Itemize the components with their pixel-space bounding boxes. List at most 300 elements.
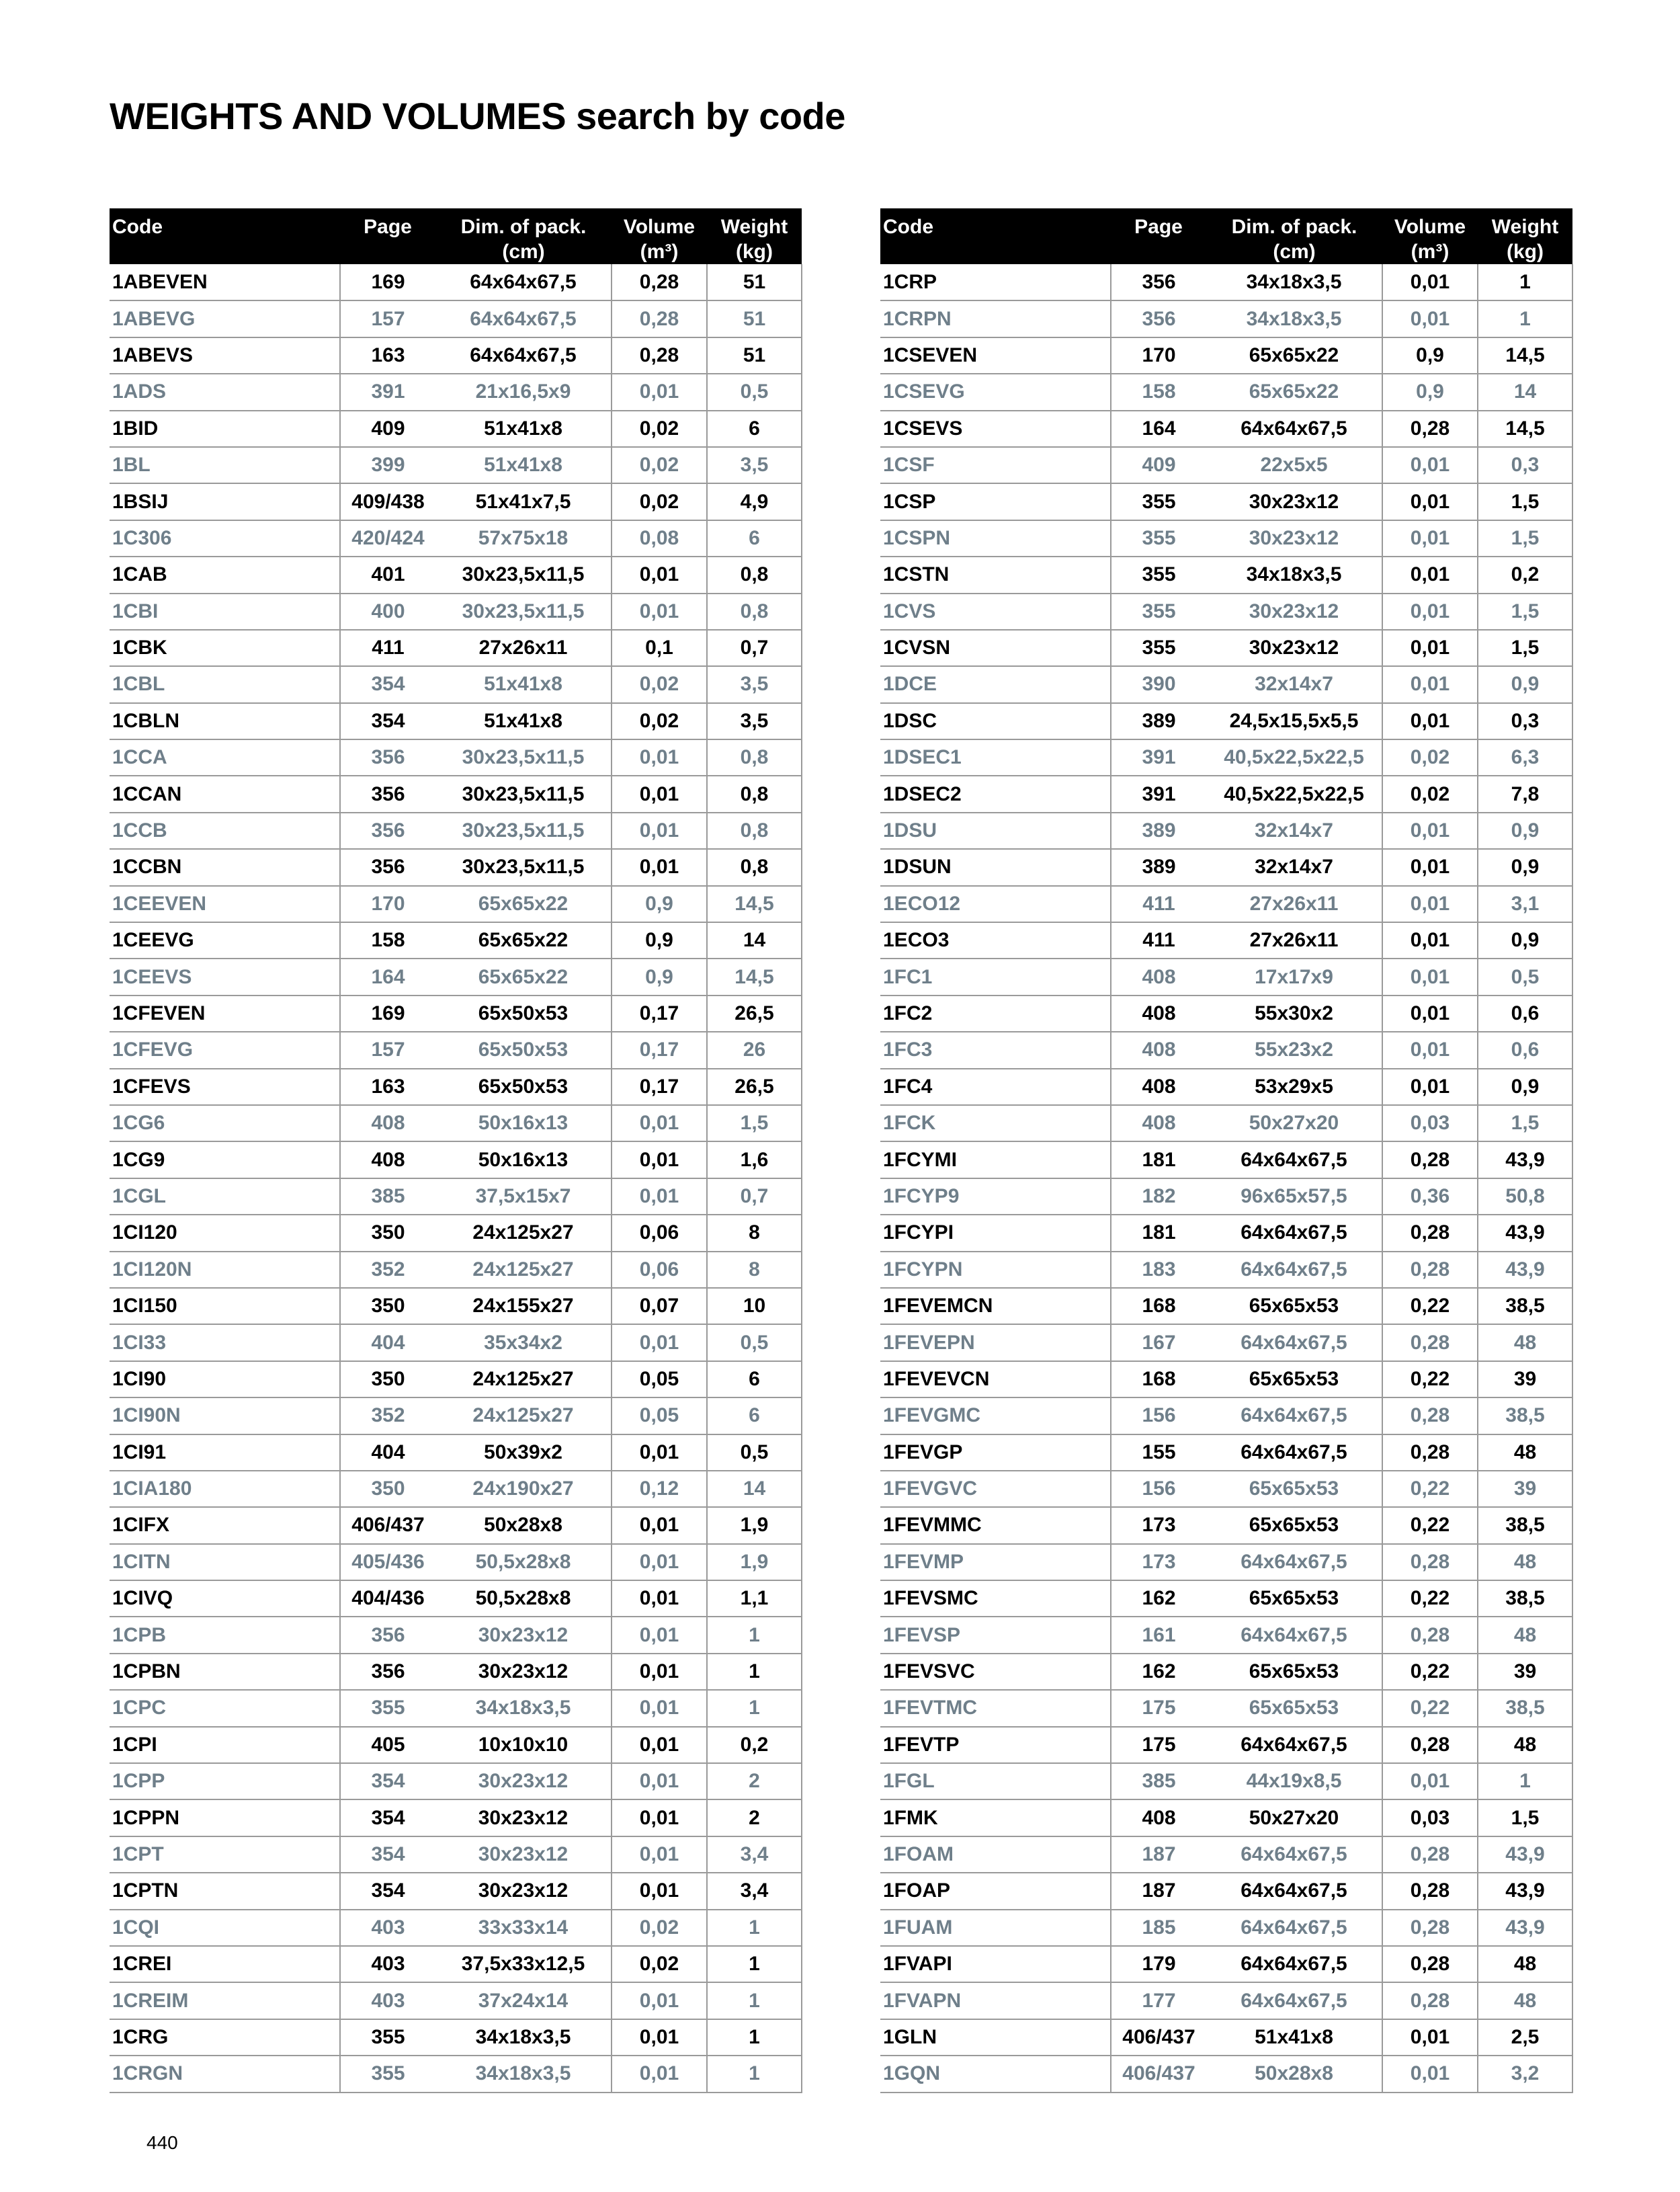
dim-cell: 55x30x2 xyxy=(1206,996,1382,1032)
volume-cell: 0,28 xyxy=(1382,1434,1478,1471)
weight-cell: 1,9 xyxy=(707,1544,802,1580)
table-row xyxy=(110,959,802,995)
code-cell: 1CCB xyxy=(110,813,340,849)
weight-cell: 39 xyxy=(1478,1471,1572,1507)
page-cell: 400 xyxy=(340,594,435,630)
page-cell: 403 xyxy=(340,1982,435,2019)
weight-cell: 14 xyxy=(707,922,802,959)
dim-cell: 96x65x57,5 xyxy=(1206,1178,1382,1215)
table-row xyxy=(880,1580,1572,1617)
weight-cell: 50,8 xyxy=(1478,1178,1572,1215)
code-cell: 1FCK xyxy=(880,1105,1111,1141)
table-row xyxy=(880,1471,1572,1507)
weight-cell: 8 xyxy=(707,1252,802,1288)
dim-cell: 50x27x20 xyxy=(1206,1105,1382,1141)
volume-cell: 0,01 xyxy=(1382,2019,1478,2056)
volume-cell: 0,01 xyxy=(1382,703,1478,739)
page-cell: 161 xyxy=(1111,1617,1206,1653)
volume-cell: 0,01 xyxy=(1382,630,1478,666)
table-row xyxy=(880,1252,1572,1288)
weight-cell: 0,2 xyxy=(707,1727,802,1763)
volume-cell: 0,28 xyxy=(1382,1836,1478,1873)
table-row xyxy=(110,1215,802,1251)
volume-cell: 0,06 xyxy=(612,1215,707,1251)
table-row xyxy=(110,2056,802,2092)
table-row xyxy=(110,1507,802,1543)
page-cell: 158 xyxy=(340,922,435,959)
code-cell: 1BID xyxy=(110,411,340,447)
page-cell: 169 xyxy=(340,264,435,300)
code-cell: 1FEVMP xyxy=(880,1544,1111,1580)
page-cell: 391 xyxy=(340,374,435,410)
column-header-weight: Weight (kg) xyxy=(707,208,802,264)
dim-cell: 30x23x12 xyxy=(1206,594,1382,630)
page-cell: 408 xyxy=(1111,1069,1206,1105)
page-cell: 173 xyxy=(1111,1507,1206,1543)
code-cell: 1FC1 xyxy=(880,959,1111,995)
page-cell: 355 xyxy=(1111,520,1206,557)
page-cell: 356 xyxy=(340,1617,435,1653)
page-cell: 389 xyxy=(1111,703,1206,739)
table-row xyxy=(110,374,802,410)
weight-cell: 0,5 xyxy=(1478,959,1572,995)
volume-cell: 0,08 xyxy=(612,520,707,557)
dim-cell: 30x23,5x11,5 xyxy=(435,739,612,776)
dim-cell: 30x23,5x11,5 xyxy=(435,594,612,630)
page-cell: 354 xyxy=(340,1873,435,1909)
volume-cell: 0,03 xyxy=(1382,1105,1478,1141)
page-cell: 156 xyxy=(1111,1397,1206,1434)
page-cell: 354 xyxy=(340,1799,435,1836)
dim-cell: 34x18x3,5 xyxy=(1206,264,1382,300)
weight-cell: 51 xyxy=(707,300,802,337)
volume-cell: 0,01 xyxy=(612,1799,707,1836)
weight-cell: 14 xyxy=(1478,374,1572,410)
code-cell: 1CIA180 xyxy=(110,1471,340,1507)
weight-cell: 0,6 xyxy=(1478,1032,1572,1068)
weight-cell: 7,8 xyxy=(1478,776,1572,812)
code-cell: 1DSEC2 xyxy=(880,776,1111,812)
code-cell: 1FEVGMC xyxy=(880,1397,1111,1434)
code-cell: 1CSF xyxy=(880,447,1111,483)
page-cell: 354 xyxy=(340,703,435,739)
dim-cell: 50x16x13 xyxy=(435,1105,612,1141)
page-cell: 411 xyxy=(340,630,435,666)
table-row xyxy=(110,557,802,593)
dim-cell: 30x23x12 xyxy=(1206,520,1382,557)
weight-cell: 1 xyxy=(707,2056,802,2092)
table-row xyxy=(880,1215,1572,1251)
table-row xyxy=(110,2019,802,2056)
dim-cell: 53x29x5 xyxy=(1206,1069,1382,1105)
page-cell: 406/437 xyxy=(1111,2056,1206,2092)
dim-cell: 35x34x2 xyxy=(435,1324,612,1361)
volume-cell: 0,22 xyxy=(1382,1580,1478,1617)
weight-cell: 1,5 xyxy=(1478,1799,1572,1836)
volume-cell: 0,9 xyxy=(612,959,707,995)
volume-cell: 0,02 xyxy=(1382,776,1478,812)
volume-cell: 0,28 xyxy=(1382,1324,1478,1361)
table-row xyxy=(880,1324,1572,1361)
table-row xyxy=(880,1910,1572,1946)
dim-cell: 50x28x8 xyxy=(435,1507,612,1543)
code-cell: 1CSTN xyxy=(880,557,1111,593)
code-cell: 1FEVEVCN xyxy=(880,1361,1111,1397)
dim-cell: 37x24x14 xyxy=(435,1982,612,2019)
table-row xyxy=(110,1032,802,1068)
dim-cell: 44x19x8,5 xyxy=(1206,1763,1382,1799)
code-cell: 1CSEVG xyxy=(880,374,1111,410)
dim-cell: 64x64x67,5 xyxy=(1206,411,1382,447)
weight-cell: 43,9 xyxy=(1478,1141,1572,1178)
code-cell: 1CSP xyxy=(880,483,1111,520)
code-cell: 1FC2 xyxy=(880,996,1111,1032)
table-row xyxy=(880,739,1572,776)
code-cell: 1FEVSMC xyxy=(880,1580,1111,1617)
page-cell: 403 xyxy=(340,1946,435,1982)
weight-cell: 38,5 xyxy=(1478,1580,1572,1617)
dim-cell: 51x41x8 xyxy=(435,703,612,739)
table-row xyxy=(110,264,802,300)
dim-cell: 24x125x27 xyxy=(435,1361,612,1397)
weight-cell: 2,5 xyxy=(1478,2019,1572,2056)
weights-table-right xyxy=(880,208,1573,2093)
volume-cell: 0,12 xyxy=(612,1471,707,1507)
dim-cell: 30x23,5x11,5 xyxy=(435,776,612,812)
code-cell: 1CEEVG xyxy=(110,922,340,959)
volume-cell: 0,28 xyxy=(1382,1252,1478,1288)
table-row xyxy=(880,1178,1572,1215)
code-cell: 1CBI xyxy=(110,594,340,630)
page-cell: 408 xyxy=(1111,996,1206,1032)
table-row xyxy=(880,1799,1572,1836)
table-row xyxy=(880,1946,1572,1982)
code-cell: 1CREIM xyxy=(110,1982,340,2019)
table-body-left xyxy=(110,264,802,2093)
page-cell: 182 xyxy=(1111,1178,1206,1215)
dim-cell: 64x64x67,5 xyxy=(1206,1544,1382,1580)
table-row xyxy=(880,2056,1572,2092)
dim-cell: 50x39x2 xyxy=(435,1434,612,1471)
volume-cell: 0,01 xyxy=(612,1544,707,1580)
page-cell: 399 xyxy=(340,447,435,483)
weight-cell: 8 xyxy=(707,1215,802,1251)
dim-cell: 64x64x67,5 xyxy=(1206,1397,1382,1434)
weight-cell: 1,5 xyxy=(1478,520,1572,557)
dim-cell: 64x64x67,5 xyxy=(1206,1141,1382,1178)
weight-cell: 1 xyxy=(707,1982,802,2019)
page-cell: 175 xyxy=(1111,1690,1206,1726)
dim-cell: 65x65x22 xyxy=(435,886,612,922)
table-row xyxy=(110,1397,802,1434)
dim-cell: 64x64x67,5 xyxy=(1206,1982,1382,2019)
dim-cell: 30x23x12 xyxy=(435,1654,612,1690)
volume-cell: 0,02 xyxy=(612,447,707,483)
column-header-volume: Volume (m³) xyxy=(612,208,707,264)
code-cell: 1FMK xyxy=(880,1799,1111,1836)
code-cell: 1CRPN xyxy=(880,300,1111,337)
code-cell: 1C306 xyxy=(110,520,340,557)
weight-cell: 1 xyxy=(1478,264,1572,300)
code-cell: 1CVS xyxy=(880,594,1111,630)
table-row xyxy=(110,849,802,885)
page-cell: 355 xyxy=(340,1690,435,1726)
page-cell: 350 xyxy=(340,1471,435,1507)
code-cell: 1CPTN xyxy=(110,1873,340,1909)
table-row xyxy=(110,1982,802,2019)
table-row xyxy=(880,1654,1572,1690)
page-cell: 408 xyxy=(1111,959,1206,995)
table-row xyxy=(880,1982,1572,2019)
volume-cell: 0,28 xyxy=(1382,1544,1478,1580)
volume-cell: 0,01 xyxy=(1382,922,1478,959)
table-row xyxy=(880,1544,1572,1580)
table-row xyxy=(110,1361,802,1397)
code-cell: 1DSEC1 xyxy=(880,739,1111,776)
page-cell: 409/438 xyxy=(340,483,435,520)
page-cell: 408 xyxy=(340,1141,435,1178)
code-cell: 1CBLN xyxy=(110,703,340,739)
code-cell: 1DSUN xyxy=(880,849,1111,885)
volume-cell: 0,28 xyxy=(1382,1873,1478,1909)
weight-cell: 0,7 xyxy=(707,630,802,666)
dim-cell: 24x125x27 xyxy=(435,1215,612,1251)
volume-cell: 0,01 xyxy=(612,1982,707,2019)
page-cell: 175 xyxy=(1111,1727,1206,1763)
volume-cell: 0,01 xyxy=(612,1617,707,1653)
weight-cell: 1 xyxy=(707,1617,802,1653)
table-row xyxy=(110,1105,802,1141)
table-row xyxy=(880,776,1572,812)
dim-cell: 37,5x33x12,5 xyxy=(435,1946,612,1982)
dim-cell: 37,5x15x7 xyxy=(435,1178,612,1215)
volume-cell: 0,22 xyxy=(1382,1690,1478,1726)
dim-cell: 50x27x20 xyxy=(1206,1799,1382,1836)
weight-cell: 1,5 xyxy=(1478,483,1572,520)
table-row xyxy=(880,1032,1572,1068)
page-cell: 356 xyxy=(340,739,435,776)
volume-cell: 0,01 xyxy=(1382,1069,1478,1105)
page-cell: 167 xyxy=(1111,1324,1206,1361)
code-cell: 1ABEVS xyxy=(110,337,340,374)
code-cell: 1FGL xyxy=(880,1763,1111,1799)
weight-cell: 48 xyxy=(1478,1544,1572,1580)
code-cell: 1BL xyxy=(110,447,340,483)
code-cell: 1FVAPI xyxy=(880,1946,1111,1982)
dim-cell: 24x125x27 xyxy=(435,1252,612,1288)
page-cell: 350 xyxy=(340,1215,435,1251)
weight-cell: 0,9 xyxy=(1478,813,1572,849)
table-row xyxy=(110,1580,802,1617)
dim-cell: 64x64x67,5 xyxy=(1206,1836,1382,1873)
code-cell: 1CSEVEN xyxy=(880,337,1111,374)
weight-cell: 48 xyxy=(1478,1727,1572,1763)
dim-cell: 10x10x10 xyxy=(435,1727,612,1763)
volume-cell: 0,01 xyxy=(612,1434,707,1471)
code-cell: 1CRGN xyxy=(110,2056,340,2092)
code-cell: 1DSC xyxy=(880,703,1111,739)
volume-cell: 0,01 xyxy=(612,374,707,410)
code-cell: 1BSIJ xyxy=(110,483,340,520)
page-cell: 401 xyxy=(340,557,435,593)
dim-cell: 30x23x12 xyxy=(1206,630,1382,666)
volume-cell: 0,01 xyxy=(1382,1763,1478,1799)
table-row xyxy=(880,264,1572,300)
dim-cell: 40,5x22,5x22,5 xyxy=(1206,739,1382,776)
code-cell: 1CCA xyxy=(110,739,340,776)
volume-cell: 0,02 xyxy=(612,411,707,447)
code-cell: 1FEVGP xyxy=(880,1434,1111,1471)
dim-cell: 40,5x22,5x22,5 xyxy=(1206,776,1382,812)
page-cell: 408 xyxy=(1111,1032,1206,1068)
dim-cell: 33x33x14 xyxy=(435,1910,612,1946)
weight-cell: 38,5 xyxy=(1478,1507,1572,1543)
dim-cell: 51x41x8 xyxy=(435,411,612,447)
weight-cell: 3,4 xyxy=(707,1873,802,1909)
weight-cell: 6 xyxy=(707,1397,802,1434)
weight-cell: 0,5 xyxy=(707,1324,802,1361)
table-row xyxy=(880,849,1572,885)
table-row xyxy=(110,300,802,337)
code-cell: 1CPC xyxy=(110,1690,340,1726)
volume-cell: 0,01 xyxy=(612,1654,707,1690)
weight-cell: 0,9 xyxy=(1478,922,1572,959)
weight-cell: 38,5 xyxy=(1478,1397,1572,1434)
code-cell: 1FCYMI xyxy=(880,1141,1111,1178)
table-row xyxy=(880,447,1572,483)
page-cell: 158 xyxy=(1111,374,1206,410)
code-cell: 1CIFX xyxy=(110,1507,340,1543)
page-cell: 155 xyxy=(1111,1434,1206,1471)
weight-cell: 43,9 xyxy=(1478,1836,1572,1873)
code-cell: 1FCYPI xyxy=(880,1215,1111,1251)
volume-cell: 0,01 xyxy=(612,2019,707,2056)
volume-cell: 0,17 xyxy=(612,996,707,1032)
table-row xyxy=(110,520,802,557)
page-cell: 355 xyxy=(340,2019,435,2056)
page-cell: 350 xyxy=(340,1361,435,1397)
table-row xyxy=(110,1069,802,1105)
volume-cell: 0,02 xyxy=(612,483,707,520)
table-row xyxy=(880,813,1572,849)
table-row xyxy=(880,411,1572,447)
code-cell: 1FEVEMCN xyxy=(880,1288,1111,1324)
page-cell: 409 xyxy=(340,411,435,447)
weight-cell: 0,3 xyxy=(1478,703,1572,739)
volume-cell: 0,01 xyxy=(612,849,707,885)
dim-cell: 27x26x11 xyxy=(435,630,612,666)
weight-cell: 6 xyxy=(707,520,802,557)
dim-cell: 64x64x67,5 xyxy=(1206,1617,1382,1653)
code-cell: 1CCAN xyxy=(110,776,340,812)
code-cell: 1ECO3 xyxy=(880,922,1111,959)
weight-cell: 0,8 xyxy=(707,594,802,630)
weight-cell: 39 xyxy=(1478,1654,1572,1690)
weight-cell: 26,5 xyxy=(707,996,802,1032)
volume-cell: 0,01 xyxy=(1382,594,1478,630)
table-row xyxy=(880,1873,1572,1909)
page-cell: 411 xyxy=(1111,922,1206,959)
table-row xyxy=(880,1727,1572,1763)
dim-cell: 32x14x7 xyxy=(1206,849,1382,885)
code-cell: 1DCE xyxy=(880,666,1111,702)
weight-cell: 1 xyxy=(707,2019,802,2056)
code-cell: 1CPPN xyxy=(110,1799,340,1836)
weight-cell: 3,1 xyxy=(1478,886,1572,922)
weight-cell: 1 xyxy=(707,1690,802,1726)
volume-cell: 0,01 xyxy=(1382,886,1478,922)
volume-cell: 0,22 xyxy=(1382,1507,1478,1543)
code-cell: 1CFEVEN xyxy=(110,996,340,1032)
code-cell: 1CSPN xyxy=(880,520,1111,557)
table-row xyxy=(880,630,1572,666)
volume-cell: 0,9 xyxy=(1382,374,1478,410)
dim-cell: 34x18x3,5 xyxy=(1206,557,1382,593)
weight-cell: 0,5 xyxy=(707,374,802,410)
table-row xyxy=(880,337,1572,374)
weight-cell: 0,8 xyxy=(707,776,802,812)
dim-cell: 24,5x15,5x5,5 xyxy=(1206,703,1382,739)
table-row xyxy=(880,1141,1572,1178)
volume-cell: 0,22 xyxy=(1382,1471,1478,1507)
volume-cell: 0,01 xyxy=(612,739,707,776)
dim-cell: 34x18x3,5 xyxy=(435,2019,612,2056)
page-cell: 162 xyxy=(1111,1580,1206,1617)
code-cell: 1FOAP xyxy=(880,1873,1111,1909)
weight-cell: 6 xyxy=(707,411,802,447)
code-cell: 1CQI xyxy=(110,1910,340,1946)
table-row xyxy=(110,1763,802,1799)
table-row xyxy=(880,300,1572,337)
volume-cell: 0,01 xyxy=(612,557,707,593)
dim-cell: 55x23x2 xyxy=(1206,1032,1382,1068)
volume-cell: 0,01 xyxy=(1382,2056,1478,2092)
dim-cell: 32x14x7 xyxy=(1206,666,1382,702)
dim-cell: 50,5x28x8 xyxy=(435,1544,612,1580)
weight-cell: 14,5 xyxy=(707,886,802,922)
page-cell: 168 xyxy=(1111,1288,1206,1324)
dim-cell: 21x16,5x9 xyxy=(435,374,612,410)
weight-cell: 48 xyxy=(1478,1946,1572,1982)
weight-cell: 43,9 xyxy=(1478,1252,1572,1288)
dim-cell: 64x64x67,5 xyxy=(435,264,612,300)
code-cell: 1CCBN xyxy=(110,849,340,885)
code-cell: 1CEEVEN xyxy=(110,886,340,922)
volume-cell: 0,28 xyxy=(1382,1141,1478,1178)
code-cell: 1CI33 xyxy=(110,1324,340,1361)
dim-cell: 27x26x11 xyxy=(1206,886,1382,922)
weight-cell: 0,2 xyxy=(1478,557,1572,593)
code-cell: 1FEVGVC xyxy=(880,1471,1111,1507)
page-cell: 157 xyxy=(340,1032,435,1068)
volume-cell: 0,28 xyxy=(612,264,707,300)
volume-cell: 0,01 xyxy=(1382,483,1478,520)
page-cell: 183 xyxy=(1111,1252,1206,1288)
dim-cell: 30x23x12 xyxy=(1206,483,1382,520)
code-cell: 1FEVTP xyxy=(880,1727,1111,1763)
weight-cell: 0,5 xyxy=(707,1434,802,1471)
weight-cell: 26,5 xyxy=(707,1069,802,1105)
volume-cell: 0,02 xyxy=(612,666,707,702)
volume-cell: 0,06 xyxy=(612,1252,707,1288)
volume-cell: 0,02 xyxy=(1382,739,1478,776)
volume-cell: 0,22 xyxy=(1382,1654,1478,1690)
volume-cell: 0,01 xyxy=(612,1836,707,1873)
weight-cell: 1 xyxy=(1478,1763,1572,1799)
page-cell: 185 xyxy=(1111,1910,1206,1946)
page-cell: 156 xyxy=(1111,1471,1206,1507)
code-cell: 1FVAPN xyxy=(880,1982,1111,2019)
